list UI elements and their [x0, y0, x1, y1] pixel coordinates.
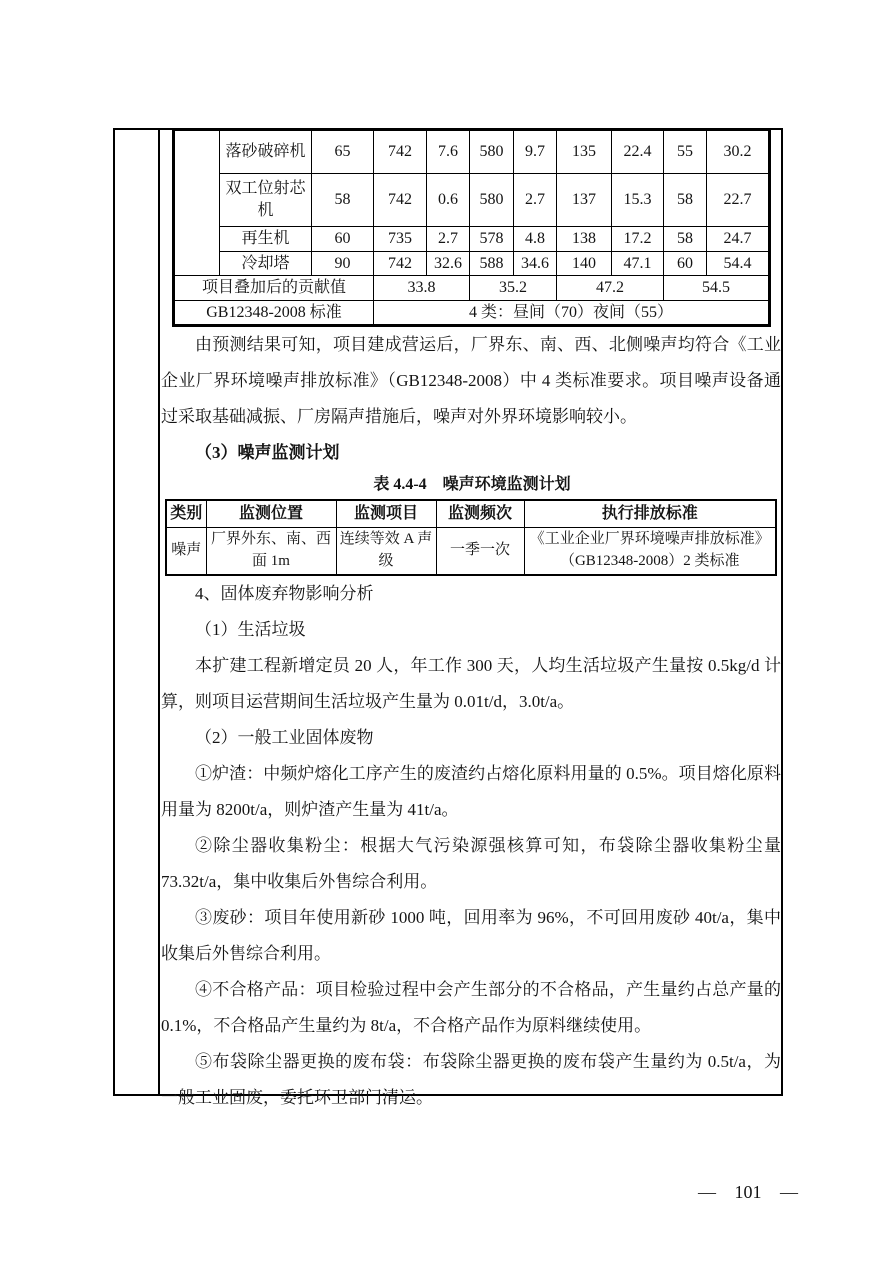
table-cell: 冷却塔	[220, 251, 312, 276]
form-left-column-divider	[158, 128, 160, 1096]
heading-domestic-garbage: （1）生活垃圾	[195, 619, 306, 639]
heading-solid-waste: 4、固体废弃物影响分析	[195, 583, 374, 603]
table-cell: 742	[374, 251, 427, 276]
noise-monitoring-plan-table	[165, 499, 777, 575]
table-cell: 47.2	[557, 276, 664, 301]
table-cell: 58	[312, 174, 374, 227]
table-caption: 表 4.4-4 噪声环境监测计划	[373, 476, 571, 494]
table-cell: 588	[470, 251, 514, 276]
table-cell: 一季一次	[436, 527, 524, 575]
table-cell: 17.2	[612, 227, 664, 252]
table-cell: 类别	[166, 500, 206, 527]
table-cell: 4.8	[514, 227, 557, 252]
table-cell: 9.7	[514, 130, 557, 174]
table-cell: 60	[312, 227, 374, 252]
table-cell: 双工位射芯机	[220, 174, 312, 227]
table-cell: 24.7	[707, 227, 770, 252]
table-cell: 15.3	[612, 174, 664, 227]
table-cell: 再生机	[220, 227, 312, 252]
table-cell: 135	[557, 130, 612, 174]
paragraph-defective-products: ④不合格产品：项目检验过程中会产生部分的不合格品，产生量约占总产量的 0.1%，不合格品产生量约为 8t/a，不合格产品作为原料继续使用。	[161, 979, 781, 1035]
table-cell: 742	[374, 130, 427, 174]
table-cell: 742	[374, 174, 427, 227]
paragraph-noise-prediction: 由预测结果可知，项目建成营运后，厂界东、南、西、北侧噪声均符合《工业企业厂界环境噪声排放标准》（GB12348-2008）中 4 类标准要求。项目噪声设备通过采取基础减振、厂房隔声措施后，噪声对外界环境影响较小。	[161, 335, 781, 427]
table-cell: 90	[312, 251, 374, 276]
table-cell: 监测频次	[436, 500, 524, 527]
table-cell: 138	[557, 227, 612, 252]
table-cell: 735	[374, 227, 427, 252]
table-cell: 54.4	[707, 251, 770, 276]
paragraph-waste-filter-bags: ⑤布袋除尘器更换的废布袋：布袋除尘器更换的废布袋产生量约为 0.5t/a，为一般工业固废，委托环卫部门清运。	[161, 1051, 781, 1107]
page-number: — 101 —	[698, 1182, 798, 1202]
heading-noise-monitor-plan: （3）噪声监测计划	[195, 443, 340, 463]
table-cell: GB12348-2008 标准	[174, 300, 374, 326]
table-cell: 4 类：昼间（70）夜间（55）	[374, 300, 770, 326]
table-cell: 32.6	[427, 251, 470, 276]
table-cell: 58	[664, 227, 707, 252]
table-cell: 55	[664, 130, 707, 174]
table-cell: 7.6	[427, 130, 470, 174]
table-cell: 连续等效 A 声级	[336, 527, 436, 575]
table-cell: 34.6	[514, 251, 557, 276]
table-cell: 噪声	[166, 527, 206, 575]
table-cell: 65	[312, 130, 374, 174]
table-cell: 140	[557, 251, 612, 276]
table-cell: 执行排放标准	[524, 500, 776, 527]
heading-industrial-solid-waste: （2）一般工业固体废物	[195, 727, 374, 747]
paragraph-furnace-slag: ①炉渣：中频炉熔化工序产生的废渣约占熔化原料用量的 0.5%。项目熔化原料用量为 8200t/a，则炉渣产生量为 41t/a。	[161, 763, 781, 819]
table-cell: 厂界外东、南、西面 1m	[206, 527, 336, 575]
table-cell: 《工业企业厂界环境噪声排放标准》（GB12348-2008）2 类标准	[524, 527, 776, 575]
table-cell: 58	[664, 174, 707, 227]
table-cell: 137	[557, 174, 612, 227]
table-cell: 60	[664, 251, 707, 276]
table-cell: 监测项目	[336, 500, 436, 527]
paragraph-waste-sand: ③废砂：项目年使用新砂 1000 吨，回用率为 96%，不可回用废砂 40t/a，集中收集后外售综合利用。	[161, 907, 781, 963]
table-cell: 580	[470, 130, 514, 174]
table-cell: 项目叠加后的贡献值	[174, 276, 374, 301]
table-cell: 22.4	[612, 130, 664, 174]
table-cell: 54.5	[664, 276, 770, 301]
table-cell: 落砂破碎机	[220, 130, 312, 174]
table-cell: 0.6	[427, 174, 470, 227]
table-cell: 580	[470, 174, 514, 227]
table-cell: 33.8	[374, 276, 470, 301]
paragraph-domestic-garbage: 本扩建工程新增定员 20 人，年工作 300 天，人均生活垃圾产生量按 0.5kg/d 计算，则项目运营期间生活垃圾产生量为 0.01t/d，3.0t/a。	[161, 655, 781, 711]
table-cell: 2.7	[427, 227, 470, 252]
paragraph-collected-dust: ②除尘器收集粉尘：根据大气污染源强核算可知，布袋除尘器收集粉尘量 73.32t/a，集中收集后外售综合利用。	[161, 835, 781, 891]
table-cell: 35.2	[470, 276, 557, 301]
table-cell: 2.7	[514, 174, 557, 227]
noise-contribution-table	[172, 128, 771, 327]
table-cell: 578	[470, 227, 514, 252]
table-cell: 监测位置	[206, 500, 336, 527]
table-cell	[174, 130, 220, 276]
table-cell: 30.2	[707, 130, 770, 174]
table-cell: 22.7	[707, 174, 770, 227]
table-cell: 47.1	[612, 251, 664, 276]
form-content-cell	[161, 128, 783, 1116]
